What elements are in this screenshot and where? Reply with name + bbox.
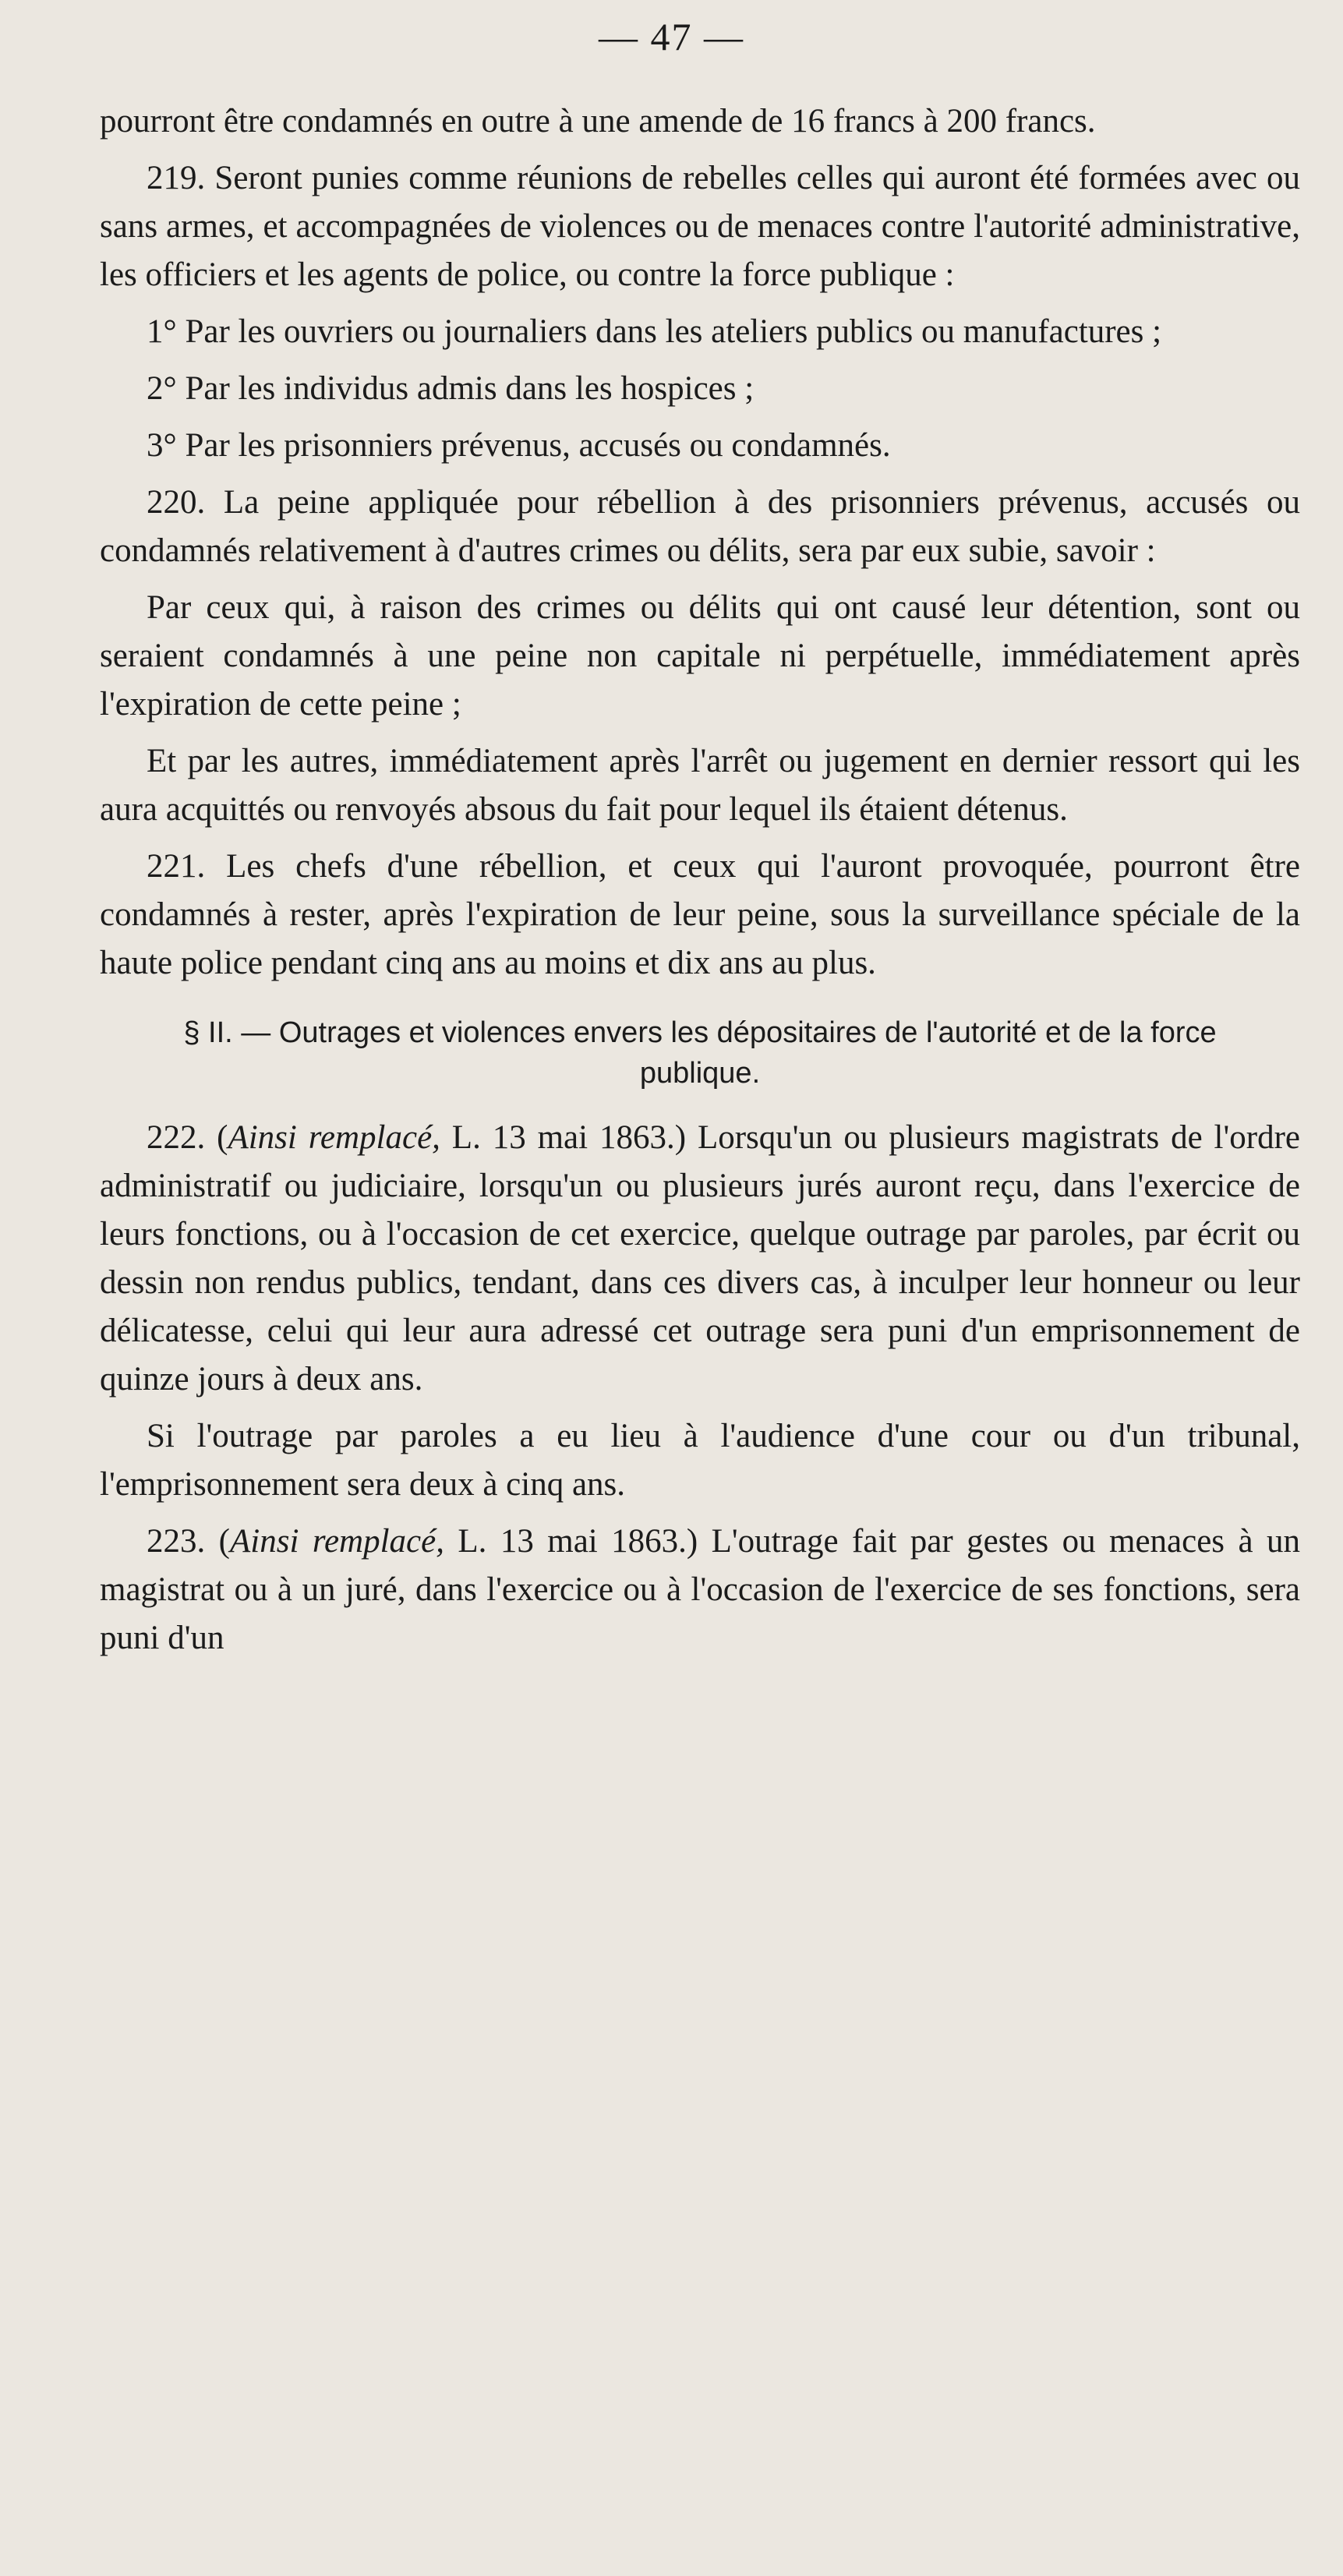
- article-220: 220. La peine appliquée pour rébellion à des prisonniers prévenus, accusés ou condamnés relativement à d'autres crimes ou délits, sera par eux subie, savoir :: [100, 484, 1300, 569]
- list-item-3: 3° Par les prisonniers prévenus, accusés ou condamnés.: [147, 427, 891, 464]
- list-item-2: 2° Par les individus admis dans les hospices ;: [147, 370, 755, 407]
- page-text: [100, 97, 1300, 1671]
- article-222-number: 222. (: [147, 1119, 228, 1156]
- article-219: 219. Seront punies comme réunions de rebelles celles qui auront été formées avec ou sans armes, et accompagnées de violences ou de menaces contre l'autorité administrative, les officiers et les agents de police, ou contre la force publique :: [100, 160, 1300, 293]
- paragraph-continuation: pourront être condamnés en outre à une amende de 16 francs à 200 francs.: [100, 103, 1096, 140]
- article-223: [100, 1518, 1300, 1663]
- article-222-text: Lorsqu'un ou plusieurs magistrats de l'ordre administratif ou judiciaire, lorsqu'un ou plusieurs jurés auront reçu, dans l'exercice de leurs fonctions, ou à l'occasion de cet exercice, quelque outrage par paroles, par écrit ou dessin non rendus publics, tendant, dans ces divers cas, à inculper leur honneur ou leur délicatesse, celui qui leur aura adressé cet outrage sera puni d'un emprisonnement de quinze jours à deux ans.: [100, 1119, 1300, 1398]
- page-number: — 47 —: [599, 15, 744, 58]
- article-223-number: 223. (: [147, 1523, 230, 1560]
- article-221: 221. Les chefs d'une rébellion, et ceux qui l'auront provoquée, pourront être condamnés à rester, après l'expiration de leur peine, sous la surveillance spéciale de la haute police pendant cinq ans au moins et dix ans au plus.: [100, 848, 1300, 981]
- list-item-1: 1° Par les ouvriers ou journaliers dans les ateliers publics ou manufactures ;: [147, 313, 1162, 350]
- article-223-text: L'outrage fait par gestes ou menaces à un magistrat ou à un juré, dans l'exercice ou à l'occasion de l'exercice de ses fonctions, sera puni d'un: [100, 1523, 1300, 1656]
- article-220-clause-2: Et par les autres, immédiatement après l'arrêt ou jugement en dernier ressort qui les aura acquittés ou renvoyés absous du fait pour lequel ils étaient détenus.: [100, 743, 1300, 828]
- article-223-ref: L. 13 mai 1863.): [444, 1523, 712, 1560]
- article-222-ref: L. 13 mai 1863.): [440, 1119, 698, 1156]
- article-222-note: Ainsi remplacé,: [228, 1119, 440, 1156]
- section-heading: § II. — Outrages et violences envers les dépositaires de l'autorité et de la force publique.: [183, 1016, 1217, 1090]
- article-222-second-paragraph: Si l'outrage par paroles a eu lieu à l'audience d'une cour ou d'un tribunal, l'emprisonnement sera deux à cinq ans.: [100, 1418, 1300, 1503]
- article-222: [100, 1114, 1300, 1404]
- article-223-note: Ainsi remplacé,: [230, 1523, 444, 1560]
- article-220-clause-1: Par ceux qui, à raison des crimes ou délits qui ont causé leur détention, sont ou seraient condamnés à une peine non capitale ni perpétuelle, immédiatement après l'expiration de cette peine ;: [100, 589, 1300, 723]
